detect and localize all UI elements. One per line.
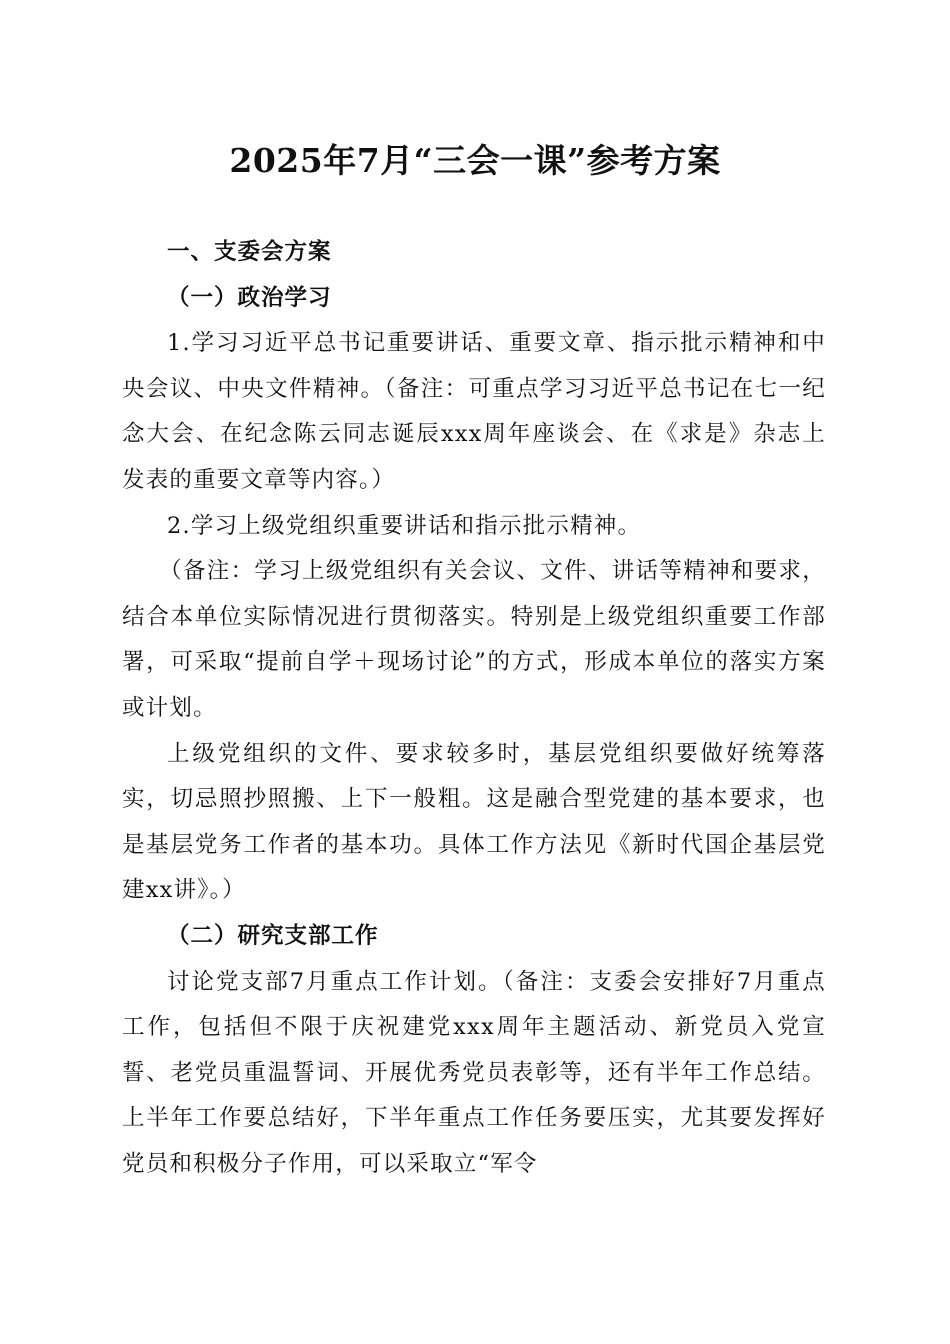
document-title: 2025年7月“三会一课”参考方案 — [229, 141, 721, 180]
section-heading-branch-committee: 一、支委会方案 — [167, 239, 332, 265]
subsection-heading-political-study: （一）政治学习 — [167, 284, 332, 311]
paragraph-note-coordination: 上级党组织的文件、要求较多时，基层党组织要做好统筹落实，切忌照抄照搬、上下一般粗。这是融合型党建的基本要求，也是基层党务工作者的基本功。具体工作方法见《新时代国企基层党建xx讲》。） — [122, 740, 826, 904]
paragraph-study-item-2: 2.学习上级党组织重要讲话和指示批示精神。 — [167, 512, 642, 539]
subsection-heading-branch-work: （二）研究支部工作 — [167, 922, 379, 949]
paragraph-note-superior-org: （备注：学习上级党组织有关会议、文件、讲话等精神和要求，结合本单位实际情况进行贯彻落实。特别是上级党组织重要工作部署，可采取“提前自学＋现场讨论”的方式，形成本单位的落实方案或计划。 — [122, 558, 826, 721]
paragraph-study-item-1: 1.学习习近平总书记重要讲话、重要文章、指示批示精神和中央会议、中央文件精神。（备注：可重点学习习近平总书记在七一纪念大会、在纪念陈云同志诞辰xxx周年座谈会、在《求是》杂志上发表的重要文章等内容。） — [122, 330, 826, 493]
document-body — [122, 230, 826, 1187]
paragraph-july-plan: 讨论党支部7月重点工作计划。（备注：支委会安排好7月重点工作，包括但不限于庆祝建党xxx周年主题活动、新党员入党宣誓、老党员重温誓词、开展优秀党员表彰等，还有半年工作总结。上半年工作要总结好，下半年重点工作任务要压实，尤其要发挥好党员和积极分子作用，可以采取立“军令 — [122, 968, 826, 1177]
